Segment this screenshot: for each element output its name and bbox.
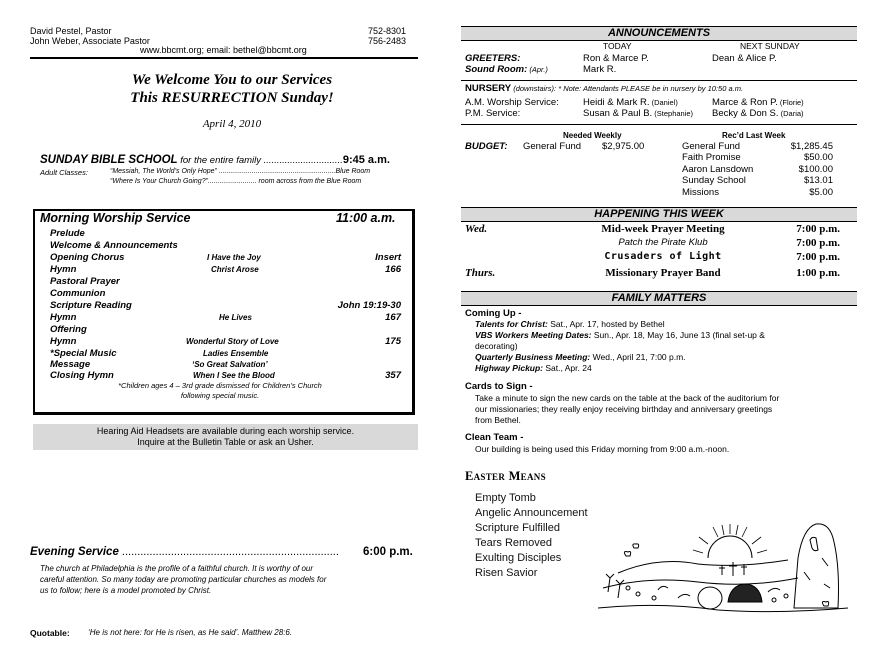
pm-today-names: Susan & Paul B. <box>583 108 653 119</box>
order-item-name: Prelude <box>50 228 85 239</box>
coming-up-item-text: Sun., Apr. 18, May 16, June 13 (final set-up & <box>591 330 765 340</box>
cards-text-3: from Bethel. <box>475 415 521 425</box>
evening-text-2: careful attention. So many today are promoting particular churches as models for <box>40 575 327 584</box>
order-item-name: Hymn <box>50 312 77 323</box>
adult-class-2: “Where Is Your Church Going?”......................... room across from the Blue Room <box>110 178 362 185</box>
greeters-today: Ron & Marce P. <box>583 53 649 64</box>
am-next-names: Marce & Ron P. <box>712 97 778 108</box>
order-item-ref: 167 <box>385 312 401 323</box>
easter-list <box>475 491 588 581</box>
order-item-name: Communion <box>50 288 106 299</box>
order-item-ref: John 19:19-30 <box>337 300 401 311</box>
nursery-note: (downstairs): * Note: Attendants PLEASE be in nursery by 10:50 a.m. <box>511 84 744 93</box>
evening-dots: ....................................................................... <box>118 546 339 558</box>
received-item-amount: $100.00 <box>798 164 833 175</box>
morning-worship-time: 11:00 a.m. <box>336 211 396 225</box>
nursery-line <box>465 83 743 94</box>
childrens-church-note: *Children ages 4 – 3rd grade dismissed for Children’s Church <box>118 381 322 390</box>
coming-up-item <box>475 363 592 374</box>
nursery-label: NURSERY <box>465 83 512 94</box>
sound-room-today: Mark R. <box>583 64 617 75</box>
bible-school-line <box>40 154 390 166</box>
divider <box>461 124 857 125</box>
empty-tomb-illustration <box>598 518 850 616</box>
assoc-pastor-name: John Weber, Associate Pastor <box>30 36 150 46</box>
quotable-label: Quotable: <box>30 628 70 638</box>
easter-item: Tears Removed <box>475 537 553 549</box>
order-item-title: ‘So Great Salvation’ <box>192 360 268 369</box>
happening-event: Mid-week Prayer Meeting <box>601 223 725 235</box>
happening-time: 7:00 p.m. <box>796 251 840 263</box>
coming-up-item <box>475 319 665 330</box>
received-item-amount: $5.00 <box>809 187 833 198</box>
website-email: www.bbcmt.org; email: bethel@bbcmt.org <box>140 45 307 55</box>
order-item-ref: 357 <box>385 370 401 381</box>
evening-service-time: 6:00 p.m. <box>363 546 413 558</box>
welcome-line-1: We Welcome You to our Services <box>131 72 333 88</box>
family-matters-header: FAMILY MATTERS <box>461 291 857 306</box>
pm-today-child: (Stephanie) <box>652 109 694 118</box>
next-sunday-column-label: NEXT SUNDAY <box>740 41 800 51</box>
order-item-ref: 175 <box>385 336 401 347</box>
coming-up-item <box>475 330 765 341</box>
sound-room-label: Sound Room: <box>465 64 528 75</box>
budget-label: BUDGET: <box>465 141 508 152</box>
evening-service-line <box>30 546 339 558</box>
am-today-names: Heidi & Mark R. <box>583 97 650 108</box>
coming-up-item-continued: decorating) <box>475 341 518 351</box>
happening-time: 1:00 p.m. <box>796 267 840 279</box>
pm-service-next <box>712 108 804 119</box>
pastor-name: David Pestel, Pastor <box>30 26 112 36</box>
pm-service-today <box>583 108 693 119</box>
clean-team-text: Our building is being used this Friday morning from 9:00 a.m.-noon. <box>475 444 730 454</box>
childrens-church-note-2: following special music. <box>180 391 260 400</box>
easter-item: Scripture Fulfilled <box>475 522 560 534</box>
received-item-name: Faith Promise <box>682 152 741 163</box>
needed-weekly-label: Needed Weekly <box>563 131 622 140</box>
am-service-label: A.M. Worship Service: <box>465 97 559 108</box>
received-item-amount: $50.00 <box>803 152 833 163</box>
quotable-text: ‘He is not here: for He is risen, as He said’. Matthew 28:6. <box>88 628 293 637</box>
header-rule <box>30 57 418 59</box>
am-service-today <box>583 97 678 108</box>
adult-classes-label: Adult Classes: <box>40 168 88 177</box>
order-item-name: Welcome & Announcements <box>50 240 178 251</box>
bible-school-title: SUNDAY BIBLE SCHOOL <box>40 154 178 166</box>
received-item-name: General Fund <box>682 141 741 152</box>
easter-item: Exulting Disciples <box>475 552 562 564</box>
sound-room-line <box>465 64 548 75</box>
received-item-name: Missions <box>682 187 719 198</box>
easter-item: Empty Tomb <box>475 492 536 504</box>
order-item-name: Offering <box>50 324 87 335</box>
evening-service-title: Evening Service <box>30 546 119 558</box>
order-item-name: *Special Music <box>50 348 117 359</box>
coming-up-item-label: Talents for Christ: <box>475 319 548 329</box>
cards-text-2: our missionaries; they really enjoy receiving birthday and anniversary greetings <box>475 404 773 414</box>
coming-up-item-text: Sat., Apr. 24 <box>543 363 592 373</box>
order-item-ref: 166 <box>385 264 401 275</box>
easter-item: Risen Savior <box>475 567 538 579</box>
order-item-title: Wonderful Story of Love <box>186 337 279 346</box>
order-item-name: Message <box>50 359 91 370</box>
happening-day: Wed. <box>465 223 488 235</box>
cards-text-1: Take a minute to sign the new cards on the table at the back of the auditorium for <box>475 393 780 403</box>
greeters-label: GREETERS: <box>465 53 521 64</box>
assoc-pastor-phone: 756-2483 <box>368 36 407 46</box>
am-next-child: (Florie) <box>777 98 804 107</box>
order-item-title: Ladies Ensemble <box>203 349 269 358</box>
coming-up-item-text: Sat., Apr. 17, hosted by Bethel <box>547 319 665 329</box>
order-item-name: Pastoral Prayer <box>50 276 120 287</box>
budget-needed-amount: $2,975.00 <box>602 141 645 152</box>
order-item-name: Hymn <box>50 336 77 347</box>
easter-means-title: Easter Means <box>465 469 546 483</box>
happening-day: Thurs. <box>465 267 496 279</box>
happening-time: 7:00 p.m. <box>796 223 840 235</box>
today-column-label: TODAY <box>603 41 632 51</box>
am-today-child: (Daniel) <box>649 98 678 107</box>
received-item-name: Aaron Lansdown <box>682 164 754 175</box>
order-item-name: Opening Chorus <box>50 252 125 263</box>
hearing-aid-line-2: Inquire at the Bulletin Table or ask an Usher. <box>137 437 314 447</box>
coming-up-item-label: Quarterly Business Meeting: <box>475 352 591 362</box>
coming-up-title: Coming Up - <box>465 308 522 319</box>
adult-class-1: “Messiah, The World’s Only Hope” ............................................................Blue Room <box>110 168 371 175</box>
budget-general-fund: General Fund <box>523 141 582 152</box>
order-item-name: Closing Hymn <box>50 370 114 381</box>
order-item-title: I Have the Joy <box>207 253 261 262</box>
received-last-week-label: Rec’d Last Week <box>722 131 786 140</box>
happening-event: Patch the Pirate Klub <box>618 237 708 248</box>
pm-service-label: P.M. Service: <box>465 108 521 119</box>
happening-header: HAPPENING THIS WEEK <box>461 207 857 222</box>
order-item-name: Hymn <box>50 264 77 275</box>
coming-up-item-text: Wed., April 21, 7:00 p.m. <box>590 352 686 362</box>
pm-next-child: (Daria) <box>778 109 804 118</box>
divider <box>461 80 857 81</box>
coming-up-item-label: VBS Workers Meeting Dates: <box>475 330 592 340</box>
greeters-next: Dean & Alice P. <box>712 53 777 64</box>
easter-item: Angelic Announcement <box>475 507 588 519</box>
evening-text-3: us to follow; here is a model promoted by Christ. <box>40 586 212 595</box>
happening-event: Crusaders of Light <box>604 251 722 262</box>
bible-school-time: 9:45 a.m. <box>342 154 390 166</box>
morning-worship-title: Morning Worship Service <box>40 211 191 225</box>
clean-team-title: Clean Team - <box>465 432 524 443</box>
order-item-ref: Insert <box>375 252 401 263</box>
service-date: April 4, 2010 <box>202 118 262 130</box>
welcome-line-2: This RESURRECTION Sunday! <box>130 90 334 106</box>
coming-up-item-label: Highway Pickup: <box>475 363 544 373</box>
received-item-amount: $13.01 <box>803 175 833 186</box>
coming-up-item <box>475 352 686 363</box>
order-item-title: Christ Arose <box>211 265 259 274</box>
pm-next-names: Becky & Don S. <box>712 108 779 119</box>
received-item-name: Sunday School <box>682 175 746 186</box>
happening-event: Missionary Prayer Band <box>605 267 721 279</box>
announcements-header: ANNOUNCEMENTS <box>461 26 857 41</box>
order-item-title: When I See the Blood <box>193 371 275 380</box>
pastor-phone: 752-8301 <box>368 26 407 36</box>
bible-school-sub: for the entire family .............................. <box>177 155 343 166</box>
sound-room-month: (Apr.) <box>527 65 548 74</box>
happening-time: 7:00 p.m. <box>796 237 840 249</box>
evening-text-1: The church at Philadelphia is the profile of a faithful church. It is worthy of our <box>40 564 314 573</box>
received-item-amount: $1,285.45 <box>790 141 833 152</box>
order-item-title: He Lives <box>219 313 252 322</box>
am-service-next <box>712 97 804 108</box>
cards-title: Cards to Sign - <box>465 381 533 392</box>
hearing-aid-line-1: Hearing Aid Headsets are available during each worship service. <box>96 426 355 436</box>
order-item-name: Scripture Reading <box>50 300 132 311</box>
